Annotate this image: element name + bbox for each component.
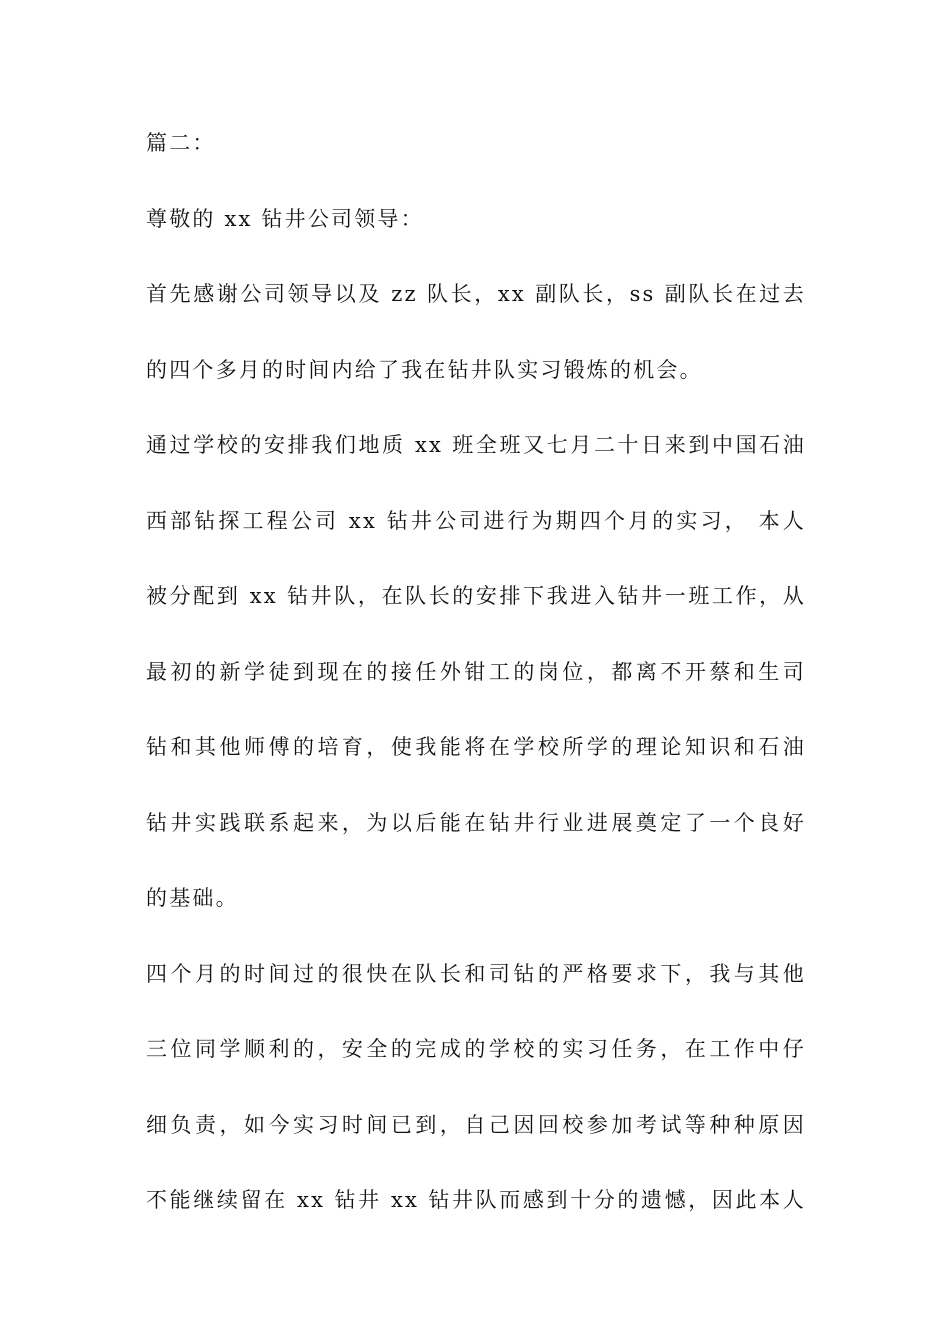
text-line: 西部钻探工程公司 xx 钻井公司进行为期四个月的实习， 本人 [146,508,806,533]
section-heading: 篇二： [146,131,216,155]
text-line: 三位同学顺利的，安全的完成的学校的实习任务，在工作中仔 [146,1037,806,1061]
document-body [146,131,806,1264]
text-line: 四个月的时间过的很快在队长和司钻的严格要求下，我与其他 [146,961,806,986]
text-line: 最初的新学徒到现在的接任外钳工的岗位，都离不开蔡和生司 [146,659,806,684]
text-line: 被分配到 xx 钻井队，在队长的安排下我进入钻井一班工作，从 [146,584,806,608]
text-line: 的四个多月的时间内给了我在钻井队实习锻炼的机会。 [146,357,703,382]
salutation: 尊敬的 xx 钻井公司领导： [146,206,424,231]
text-line: 细负责，如今实习时间已到，自己因回校参加考试等种种原因 [146,1112,806,1137]
text-line: 钻井实践联系起来，为以后能在钻井行业进展奠定了一个良好 [146,810,806,835]
text-line: 不能继续留在 xx 钻井 xx 钻井队而感到十分的遗憾，因此本人 [146,1188,806,1212]
text-line: 的基础。 [146,886,239,910]
text-line: 通过学校的安排我们地质 xx 班全班又七月二十日来到中国石油 [146,433,806,457]
text-line: 首先感谢公司领导以及 zz 队长，xx 副队长，ss 副队长在过去 [146,282,806,306]
text-line: 钻和其他师傅的培育，使我能将在学校所学的理论知识和石油 [146,735,806,759]
